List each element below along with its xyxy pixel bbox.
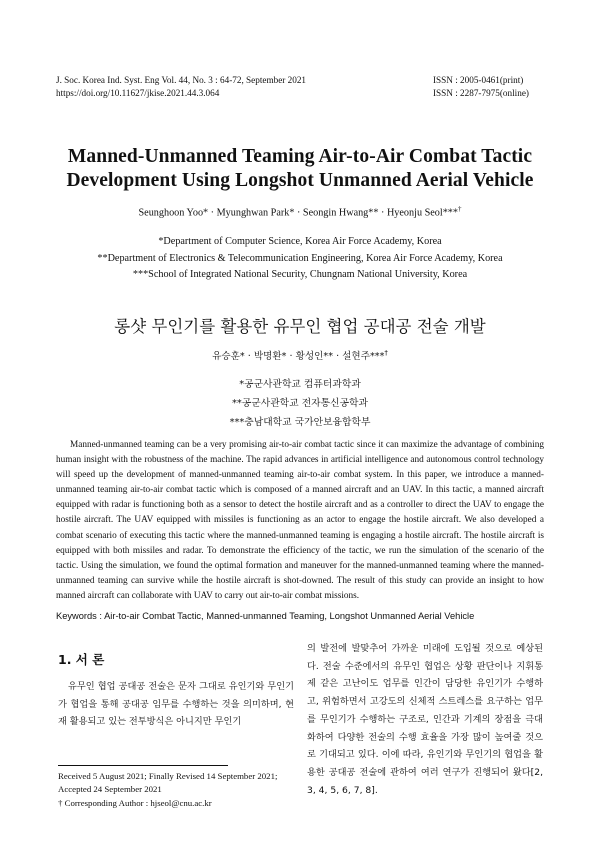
abstract-text: Manned-unmanned teaming can be a very promising air-to-air combat tactic since it can maximize the advantage of combining human insight with the robustness of the machine. The rapid advances in artificial intelligence and autonomous control technology will speed up the development of manned-unmanned teaming air-to-air combat system. In this paper, we introduce a manned-unmanned teaming air-to-air combat tactic which is composed of a manned aircraft and an UAV. In this tactic, a manned aircraft equipped with radar is functioning both as a sensor to detect the hostile aircraft and as a controller to direct the UAV to engage the hostile aircraft. The UAV equipped with missiles is functioning as an actor to engage the hostile aircraft. We also developed a combat scenario of executing this tactic where the manned-unmanned teaming is engaging a hostile aircraft. The hostile aircraft is equipped with both missiles and radar. To demonstrate the efficiency of the tactic, we run the simulation of the scenario of the tactic. Using the simulation, we found the optimal formation and maneuver for the manned-unmanned teaming where the manned-unmanned teaming can survive while the hostile aircraft is shot-downed. The result of this study can provide an insight to how manned aircraft can collaborate with UAV to carry out air-to-air combat missions. — [56, 440, 544, 601]
issn-print: ISSN : 2005-0461(print) — [433, 75, 524, 85]
footnote-corresponding: † Corresponding Author : hjseol@cnu.ac.kr — [58, 797, 212, 808]
keywords — [56, 611, 544, 621]
body-right-paragraph: 의 발전에 발맞추어 가까운 미래에 도입될 것으로 예상된다. 전술 수준에서의 유무인 협업은 상황 판단이나 지휘통제 같은 고난이도 업무를 인간이 담당한 유인기가 수행하고, 위험하면서 고강도의 신체적 스트레스를 요구하는 업무를 무인기가 수행하는 구조로, 인간과 기계의 장점을 극대화하여 다양한 전술의 수행 효율을 가장 많이 높여줄 것으로 기대되고 있다. 이에 따라, 유인기와 무인기의 협업을 활용한 공대공 전술에 관하여 여러 연구가 진행되어 왔다[2, 3, 4, 5, 6, 7, 8]. — [307, 643, 543, 796]
title-en-line1: Manned-Unmanned Teaming Air-to-Air Combat Tactic — [67, 146, 533, 167]
footnotes — [58, 770, 298, 810]
affiliation-ko-1: *공군사관학교 컴퓨터과학과 — [239, 379, 361, 390]
doi-link[interactable]: https://doi.org/10.11627/jkise.2021.44.3.064 — [56, 88, 220, 98]
footnote-accepted: Accepted 24 September 2021 — [58, 784, 162, 795]
authors-en-names: Seunghoon Yoo* · Myunghwan Park* · Seongin Hwang** · Hyeonju Seol*** — [138, 207, 458, 219]
affiliation-en-2: **Department of Electronics & Telecommunication Engineering, Korea Air Force Academy, Korea — [97, 252, 503, 264]
body-left-paragraph: 유무인 협업 공대공 전술은 문자 그대로 유인기와 무인기가 협업을 통해 공대공 임무를 수행하는 것을 의미하며, 현재 활용되고 있는 전투방식은 아니지만 무인기 — [58, 681, 294, 728]
keywords-text: Air-to-air Combat Tactic, Manned-unmanned Teaming, Longshot Unmanned Aerial Vehicle — [104, 611, 475, 621]
body-right-column — [307, 640, 543, 799]
section-heading: 1. 서 론 — [58, 652, 105, 667]
abstract — [56, 438, 544, 604]
affiliation-en-1: *Department of Computer Science, Korea Air Force Academy, Korea — [158, 236, 442, 247]
affiliation-en-3: ***School of Integrated National Security, Chungnam National University, Korea — [132, 269, 468, 280]
authors-en — [0, 205, 600, 218]
title-ko: 롱샷 무인기를 활용한 유무인 협업 공대공 전술 개발 — [114, 317, 486, 336]
keywords-label: Keywords : — [56, 611, 102, 621]
authors-ko-names: 유승훈* · 박명환* · 황성인** · 설현주*** — [212, 351, 385, 362]
affiliations-en — [0, 234, 600, 284]
corresponding-mark: † — [457, 205, 462, 213]
body-left-column — [58, 678, 294, 731]
corresponding-mark-ko: † — [384, 348, 388, 357]
affiliation-ko-2: **공군사관학교 전자통신공학과 — [232, 398, 368, 409]
footnote-rule — [58, 765, 228, 766]
footnote-received: Received 5 August 2021; Finally Revised 14 September 2021; — [58, 771, 278, 781]
issn-online: ISSN : 2287-7975(online) — [433, 88, 529, 98]
affiliations-ko — [0, 375, 600, 432]
authors-ko — [0, 348, 600, 362]
affiliation-ko-3: ***충남대학교 국가안보융합학부 — [229, 417, 371, 428]
journal-citation: J. Soc. Korea Ind. Syst. Eng Vol. 44, No. 3 : 64-72, September 2021 — [56, 75, 307, 85]
title-en-line2: Development Using Longshot Unmanned Aerial Vehicle — [66, 170, 534, 191]
